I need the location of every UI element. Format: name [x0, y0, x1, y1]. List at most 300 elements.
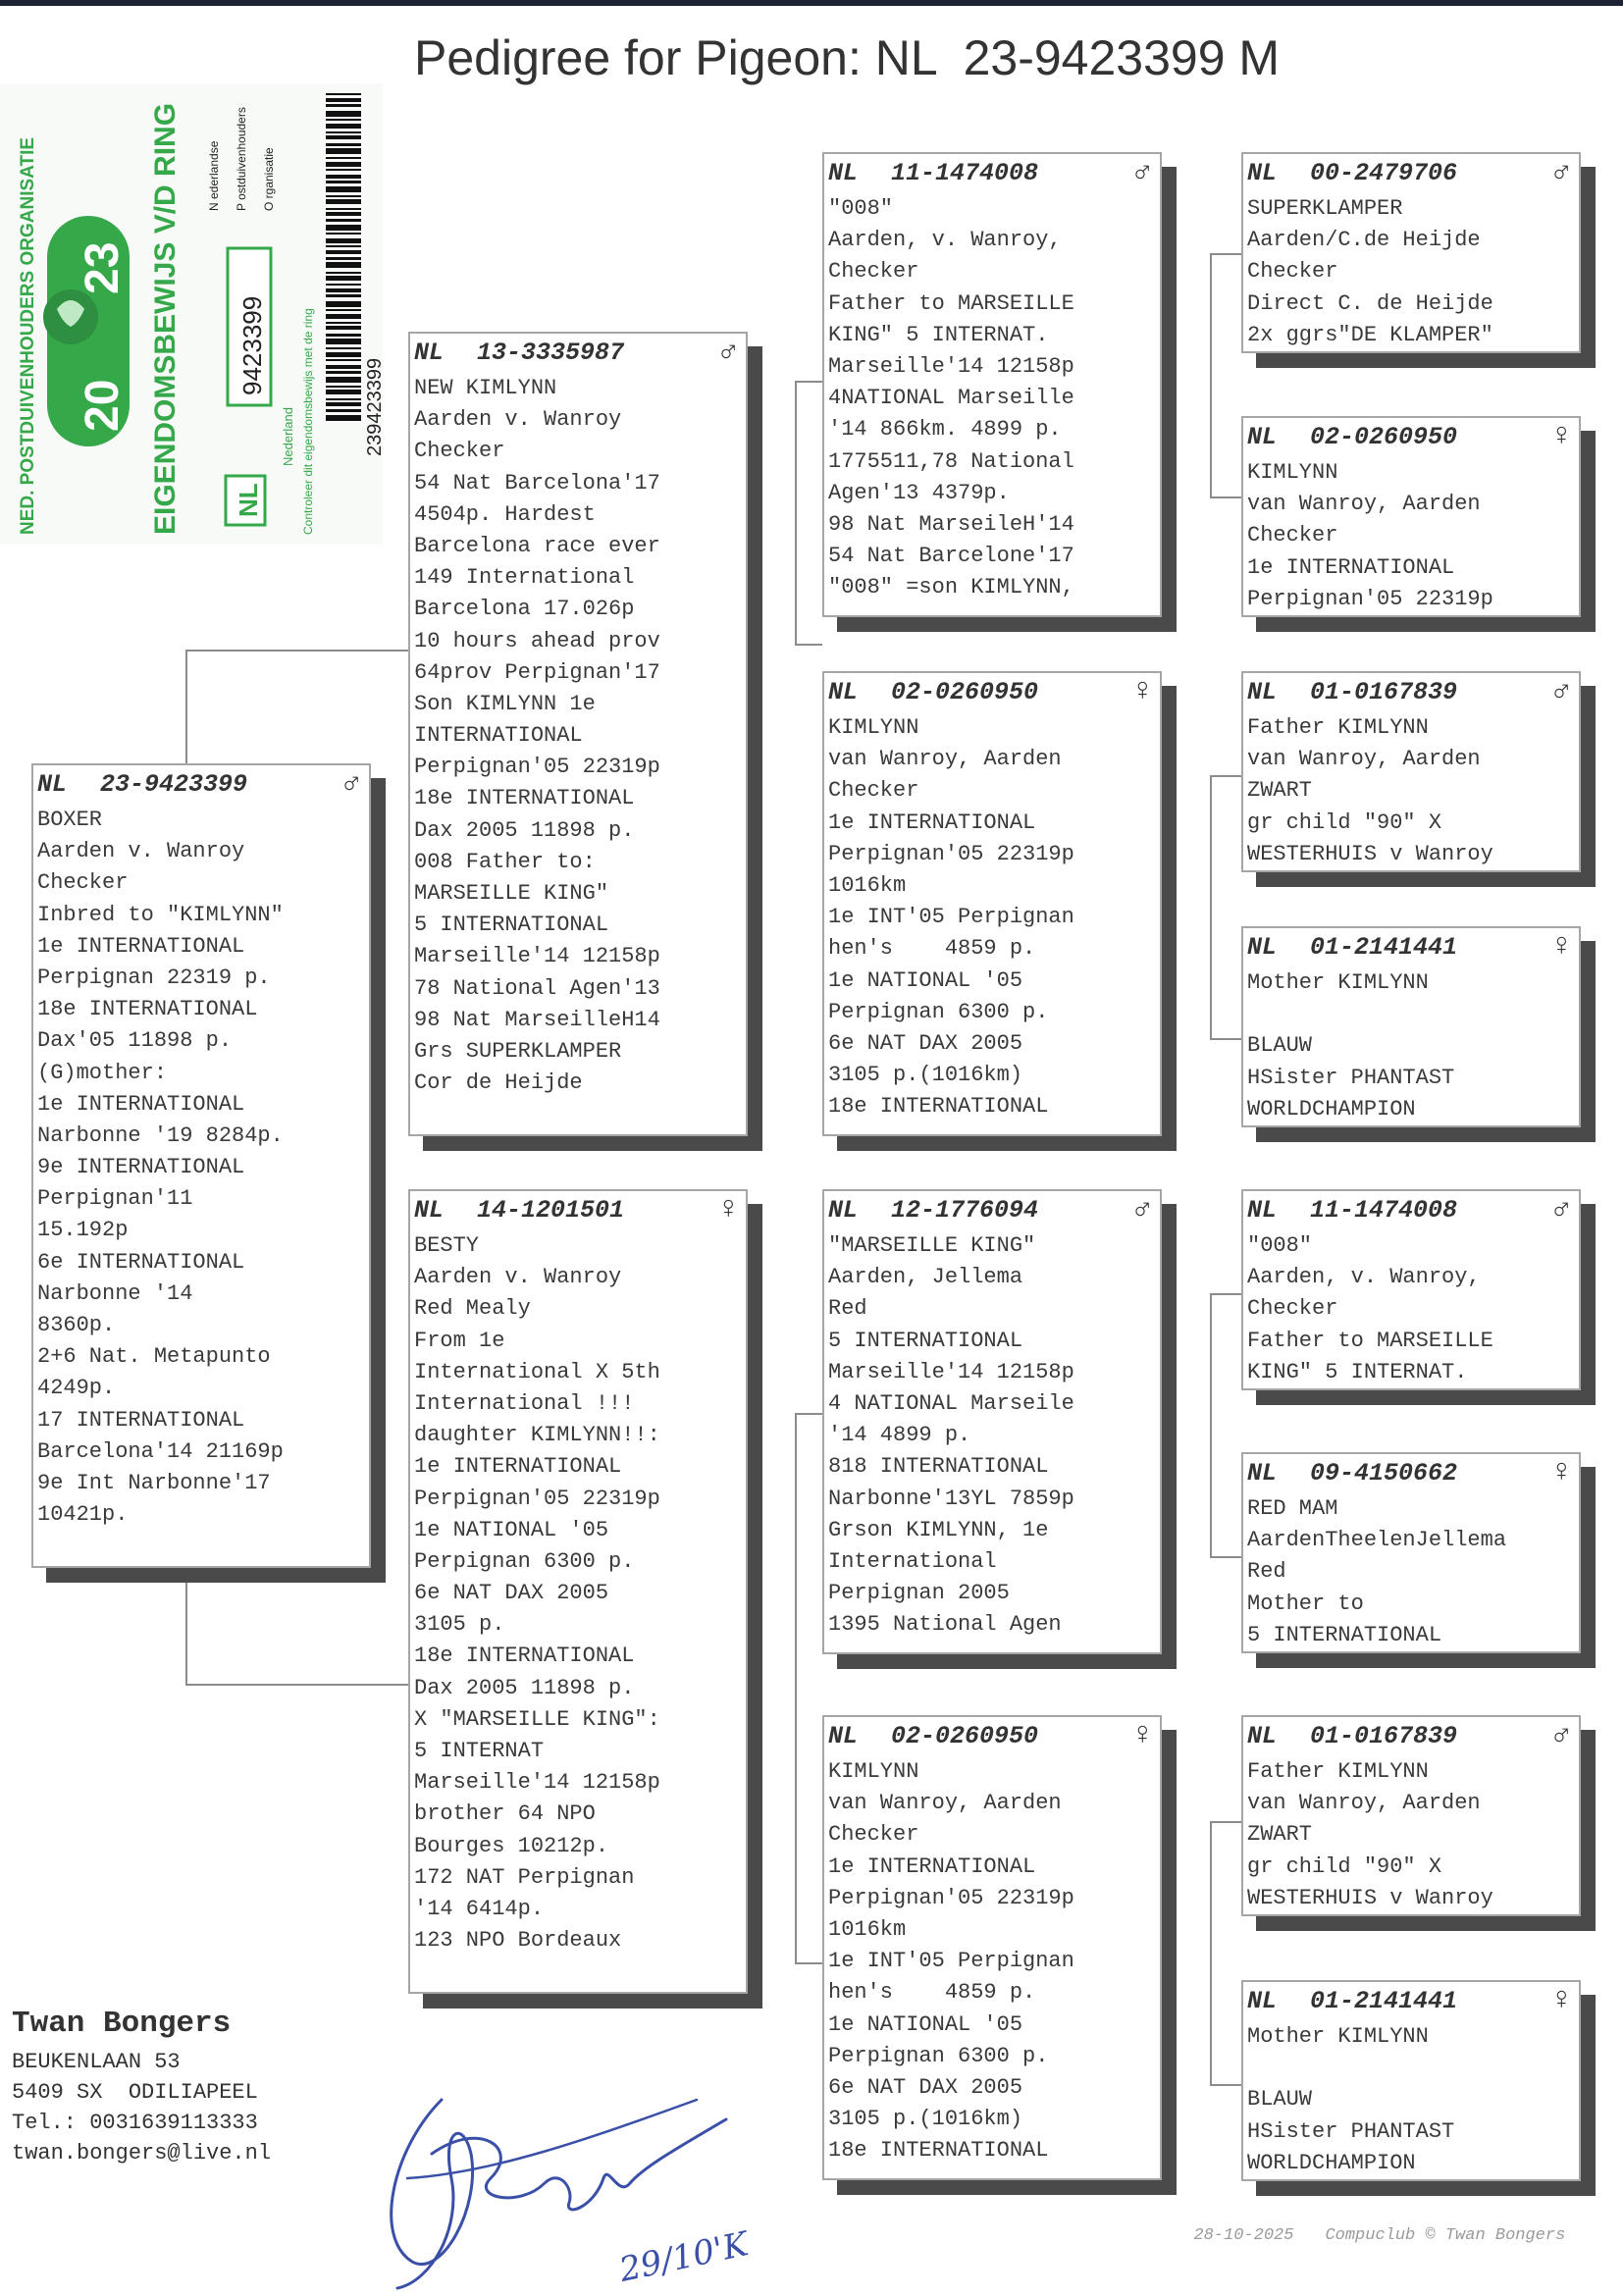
card-line: van Wanroy, Aarden	[1247, 747, 1481, 772]
ring-number: 01-2141441	[1310, 933, 1458, 962]
handwritten-signature	[373, 2061, 756, 2296]
pigeon-card-ff	[822, 152, 1162, 617]
male-symbol-icon: ♂	[718, 334, 738, 370]
card-line: "008"	[1247, 1233, 1313, 1258]
barcode-bar	[326, 124, 361, 129]
card-line: Checker	[828, 259, 919, 285]
owner-name: Twan Bongers	[12, 2007, 232, 2041]
country-code: NL	[1247, 1722, 1278, 1750]
connector	[185, 650, 187, 763]
card-line: Barcelona'14 21169p	[37, 1438, 284, 1464]
country-code: NL	[414, 1196, 445, 1225]
card-line: Aarden v. Wanroy	[414, 1265, 622, 1290]
card-line: BOXER	[37, 808, 103, 832]
card-line: Grson KIMLYNN, 1e	[828, 1517, 1049, 1542]
card-line: 1e NATIONAL '05	[828, 967, 1023, 993]
card-line: 4249p.	[37, 1376, 116, 1401]
card-line: Checker	[37, 870, 129, 896]
card-line: KIMLYNN	[828, 1759, 919, 1784]
card-line: Dax 2005 11898 p.	[414, 1675, 635, 1700]
card-line: Mother KIMLYNN	[1247, 970, 1429, 995]
card-body	[1241, 1715, 1581, 1916]
barcode-bar	[326, 157, 361, 159]
barcode-bar	[326, 238, 361, 243]
card-line: Perpignan 2005	[828, 1581, 1010, 1606]
card-line: 10421p.	[37, 1502, 129, 1528]
card-header	[1247, 1719, 1573, 1756]
card-line: 98 Nat MarseilleH14	[414, 1007, 660, 1032]
connector	[1210, 1293, 1212, 1556]
card-line: Red	[828, 1296, 867, 1322]
card-line: International	[828, 1548, 997, 1574]
card-line: Marseille'14 12158p	[414, 1770, 660, 1796]
card-line: Perpignan 6300 p.	[828, 2043, 1049, 2068]
owner-block	[12, 2002, 271, 2168]
barcode-bar	[326, 195, 361, 197]
country-code: NL	[1247, 1196, 1278, 1225]
card-line: ZWART	[1247, 778, 1313, 804]
card-line: 3105 p.(1016km)	[828, 1063, 1023, 1088]
card-line: Agen'13 4379p.	[828, 480, 1010, 505]
card-line: Perpignan 22319 p.	[37, 965, 271, 990]
certificate-ring-number: 9423399	[237, 295, 267, 395]
ring-number: 09-4150662	[1310, 1459, 1458, 1487]
connector	[795, 381, 797, 644]
card-line: Narbonne'13YL 7859p	[828, 1486, 1074, 1511]
ring-number: 01-0167839	[1310, 1722, 1458, 1750]
card-line: Father to MARSEILLE	[828, 290, 1074, 316]
card-line	[1247, 999, 1573, 1030]
connector	[795, 1413, 822, 1415]
certificate-org-letter-2: P ostduivenhouders	[235, 107, 248, 211]
barcode-bar	[326, 352, 361, 357]
barcode-bar	[326, 402, 361, 406]
male-symbol-icon: ♂	[341, 765, 361, 802]
ring-number: 14-1201501	[477, 1196, 625, 1225]
card-line: 6e INTERNATIONAL	[37, 1249, 245, 1275]
card-header	[1247, 1456, 1573, 1493]
pigeon-card-ffm	[1241, 416, 1581, 617]
pigeon-card-fmm	[1241, 926, 1581, 1127]
card-line: '14 6414p.	[414, 1896, 545, 1921]
barcode-bar	[326, 377, 361, 383]
card-line: Checker	[1247, 523, 1338, 548]
barcode-bar	[326, 143, 361, 146]
card-line: 149 International	[414, 565, 635, 591]
card-header	[414, 336, 740, 373]
card-line: 1e INTERNATIONAL	[414, 1454, 622, 1480]
card-header	[414, 1193, 740, 1230]
barcode-bar	[326, 111, 361, 117]
barcode-bar	[326, 309, 361, 311]
barcode-bar	[326, 104, 361, 107]
country-code: NL	[414, 339, 445, 367]
barcode-bar	[326, 208, 361, 210]
card-line: International X 5th	[414, 1359, 660, 1384]
connector	[1210, 1293, 1241, 1295]
card-line: "008"	[828, 196, 894, 221]
card-body	[822, 152, 1162, 617]
card-line: van Wanroy, Aarden	[828, 1791, 1062, 1816]
barcode-bar	[326, 262, 361, 268]
card-line: From 1e	[414, 1328, 505, 1353]
female-symbol-icon: ♀	[718, 1191, 738, 1227]
card-line: Father KIMLYNN	[1247, 715, 1429, 740]
barcode-bar	[326, 339, 361, 344]
country-code: NL	[1247, 159, 1278, 187]
barcode-bar	[326, 365, 361, 369]
card-line: 3105 p.	[414, 1612, 505, 1638]
card-line: 172 NAT Perpignan	[414, 1864, 635, 1890]
card-line: Red	[1247, 1559, 1286, 1585]
barcode-bar	[326, 162, 361, 167]
certificate-org-letter-1: N ederlandse	[207, 140, 221, 211]
card-line: Aarden, v. Wanroy,	[828, 228, 1062, 253]
male-symbol-icon: ♂	[1551, 673, 1571, 709]
card-line: AardenTheelenJellema	[1247, 1528, 1507, 1553]
card-body	[1241, 152, 1581, 353]
card-header	[1247, 1984, 1573, 2021]
pigeon-card-fm	[822, 671, 1162, 1136]
ring-number: 00-2479706	[1310, 159, 1458, 187]
certificate-country: NL	[234, 483, 263, 517]
connector	[1210, 775, 1241, 777]
card-line: Barcelona 17.026p	[414, 597, 635, 622]
certificate-country-name: Nederland	[281, 407, 295, 466]
card-line: Father to MARSEILLE	[1247, 1328, 1493, 1353]
ring-number: 02-0260950	[1310, 423, 1458, 451]
card-body	[31, 763, 371, 1568]
male-symbol-icon: ♂	[1551, 1717, 1571, 1753]
female-symbol-icon: ♀	[1551, 418, 1571, 454]
card-line: gr child "90" X	[1247, 1853, 1442, 1879]
card-body	[1241, 671, 1581, 872]
card-line: Checker	[1247, 1296, 1338, 1322]
barcode-bar	[326, 131, 361, 133]
barcode-bar	[326, 272, 361, 274]
owner-street: BEUKENLAAN 53	[12, 2050, 181, 2074]
card-line: Checker	[828, 1822, 919, 1848]
connector	[1210, 253, 1241, 255]
barcode-bar	[326, 334, 361, 337]
barcode-bar	[326, 186, 361, 192]
card-line: BESTY	[414, 1233, 480, 1258]
pigeon-card-mff	[1241, 1189, 1581, 1390]
card-line: 18e INTERNATIONAL	[414, 786, 635, 811]
card-line: WESTERHUIS v Wanroy	[1247, 841, 1493, 866]
barcode-bar	[326, 93, 361, 95]
certificate-barcode-number: 239423399	[364, 357, 386, 456]
card-header	[1247, 420, 1573, 457]
card-header	[828, 1719, 1154, 1756]
page-title: Pedigree for Pigeon: NL 23-9423399 M	[414, 30, 1281, 85]
male-symbol-icon: ♂	[1551, 1191, 1571, 1227]
card-line: WESTERHUIS v Wanroy	[1247, 1885, 1493, 1910]
card-line: ZWART	[1247, 1822, 1313, 1848]
card-line: 6e NAT DAX 2005	[828, 1030, 1023, 1056]
country-code: NL	[1247, 1987, 1278, 2015]
card-line: 1e INT'05 Perpignan	[828, 1949, 1074, 1974]
card-line: Marseille'14 12158p	[828, 1359, 1074, 1384]
card-line: "MARSEILLE KING"	[828, 1233, 1036, 1258]
card-header	[828, 156, 1154, 193]
barcode-bar	[326, 233, 361, 235]
card-line: 1e NATIONAL '05	[828, 2011, 1023, 2037]
connector	[1210, 1821, 1241, 1823]
card-line: RED MAM	[1247, 1496, 1338, 1521]
certificate-year-right: 23	[77, 241, 129, 294]
card-line: Cor de Heijde	[414, 1070, 583, 1096]
owner-phone: Tel.: 0031639113333	[12, 2111, 258, 2135]
card-line: KIMLYNN	[1247, 460, 1338, 485]
card-line: daughter KIMLYNN!!:	[414, 1423, 660, 1448]
card-body	[1241, 1452, 1581, 1653]
card-line: Dax 2005 11898 p.	[414, 817, 635, 843]
card-line: 4NATIONAL Marseille	[828, 386, 1074, 411]
card-line: 98 Nat MarseileH'14	[828, 511, 1074, 537]
country-code: NL	[1247, 933, 1278, 962]
card-line: Aarden, Jellema	[828, 1265, 1023, 1290]
card-line: hen's 4859 p.	[828, 936, 1036, 962]
connector	[1210, 496, 1241, 498]
footer	[1174, 2208, 1565, 2245]
connector	[795, 1962, 822, 1964]
card-line: 9e Int Narbonne'17	[37, 1470, 271, 1495]
female-symbol-icon: ♀	[1551, 1982, 1571, 2018]
pigeon-card-mmm	[1241, 1980, 1581, 2181]
card-line: 1e NATIONAL '05	[414, 1517, 609, 1542]
card-line: Perpignan'05 22319p	[1247, 586, 1493, 611]
certificate-org-letter-3: O rganisatie	[262, 147, 276, 211]
card-line: Grs SUPERKLAMPER	[414, 1038, 622, 1064]
barcode-bar	[326, 284, 361, 286]
card-line: 1e INTERNATIONAL	[1247, 554, 1455, 580]
ring-number: 02-0260950	[891, 678, 1039, 706]
card-line: Dax'05 11898 p.	[37, 1028, 233, 1054]
footer-credit: Compuclub © Twan Bongers	[1325, 2226, 1566, 2245]
card-line: KING" 5 INTERNAT.	[828, 322, 1049, 347]
barcode-bar	[326, 301, 361, 307]
card-line: van Wanroy, Aarden	[828, 747, 1062, 772]
barcode-bar	[326, 326, 361, 330]
barcode-bar	[326, 212, 361, 216]
card-line: Perpignan 6300 p.	[414, 1548, 635, 1574]
owner-email: twan.bongers@live.nl	[12, 2141, 272, 2166]
country-code: NL	[1247, 423, 1278, 451]
pigeon-card-fmf	[1241, 671, 1581, 872]
card-line: "008" =son KIMLYNN,	[828, 575, 1074, 600]
card-line: 1e INT'05 Perpignan	[828, 905, 1074, 930]
card-line: 2+6 Nat. Metapunto	[37, 1344, 271, 1370]
card-line: 5 INTERNATIONAL	[828, 1328, 1023, 1353]
ring-number: 02-0260950	[891, 1722, 1039, 1750]
card-line: 9e INTERNATIONAL	[37, 1155, 245, 1180]
card-header	[1247, 930, 1573, 967]
female-symbol-icon: ♀	[1551, 928, 1571, 965]
card-body	[822, 1715, 1162, 2180]
barcode-bar	[326, 322, 361, 324]
ring-certificate	[0, 83, 386, 545]
certificate-organisation: NED. POSTDUIVENHOUDERS ORGANISATIE	[18, 136, 38, 535]
connector	[1210, 1556, 1241, 1558]
card-line: KING" 5 INTERNAT.	[1247, 1359, 1468, 1384]
connector	[1210, 1821, 1212, 2084]
card-line: INTERNATIONAL	[414, 723, 583, 749]
card-line: 1016km	[828, 872, 907, 898]
female-symbol-icon: ♀	[1132, 673, 1152, 709]
country-code: NL	[1247, 678, 1278, 706]
ring-number: 23-9423399	[100, 770, 248, 799]
connector	[1210, 775, 1212, 1038]
footer-date: 28-10-2025	[1193, 2226, 1294, 2245]
pigeon-card-mf	[822, 1189, 1162, 1654]
card-header	[1247, 156, 1573, 193]
card-line: MARSEILLE KING"	[414, 881, 609, 906]
card-line: Direct C. de Heijde	[1247, 290, 1493, 316]
card-line: Aarden v. Wanroy	[414, 407, 622, 433]
connector	[795, 644, 822, 646]
barcode-bar	[326, 135, 361, 139]
barcode-bar	[326, 245, 361, 247]
card-line: 008 Father to:	[414, 849, 596, 874]
female-symbol-icon: ♀	[1551, 1454, 1571, 1490]
barcode-bar	[326, 250, 361, 254]
card-line: BLAUW	[1247, 2087, 1313, 2113]
country-code: NL	[828, 1722, 859, 1750]
connector	[1210, 253, 1212, 496]
country-code: NL	[1247, 1459, 1278, 1487]
card-line: 1775511,78 National	[828, 448, 1074, 474]
card-line: Mother to	[1247, 1591, 1364, 1616]
card-line: Checker	[414, 439, 505, 464]
card-line: KIMLYNN	[828, 715, 919, 740]
barcode-bar	[326, 288, 361, 292]
card-line	[1247, 2053, 1573, 2084]
card-line: Narbonne '14	[37, 1280, 193, 1306]
card-line: Aarden v. Wanroy	[37, 839, 245, 864]
barcode-bar	[326, 294, 361, 297]
connector	[1210, 1038, 1241, 1040]
card-line: Aarden, v. Wanroy,	[1247, 1265, 1481, 1290]
card-body	[1241, 1980, 1581, 2181]
card-body	[1241, 926, 1581, 1127]
pigeon-card-mfm	[1241, 1452, 1581, 1653]
pigeon-card-mm	[822, 1715, 1162, 2180]
barcode-bar	[326, 347, 361, 349]
card-line: 123 NPO Bordeaux	[414, 1928, 622, 1954]
barcode-bar	[326, 371, 361, 374]
female-symbol-icon: ♀	[1132, 1717, 1152, 1753]
card-line: 1e INTERNATIONAL	[37, 933, 245, 959]
barcode-bar	[326, 175, 361, 179]
card-line: Perpignan'05 22319p	[414, 755, 660, 780]
card-line: van Wanroy, Aarden	[1247, 1791, 1481, 1816]
card-line: SUPERKLAMPER	[1247, 196, 1403, 221]
connector	[1210, 2084, 1241, 2086]
card-line: 18e INTERNATIONAL	[414, 1644, 635, 1669]
ring-number: 11-1474008	[891, 159, 1039, 187]
barcode-bar	[326, 386, 361, 388]
barcode-bar	[326, 219, 361, 222]
card-header	[828, 675, 1154, 712]
card-line: 15.192p	[37, 1218, 129, 1243]
card-line: brother 64 NPO	[414, 1801, 596, 1827]
card-line: 10 hours ahead prov	[414, 628, 660, 653]
card-line: Narbonne '19 8284p.	[37, 1122, 284, 1148]
top-bar	[0, 0, 1623, 6]
card-line: van Wanroy, Aarden	[1247, 492, 1481, 517]
card-line: 1e INTERNATIONAL	[37, 1091, 245, 1117]
card-line: WORLDCHAMPION	[1247, 1096, 1416, 1122]
card-line: Mother KIMLYNN	[1247, 2024, 1429, 2049]
card-header	[1247, 675, 1573, 712]
card-line: Father KIMLYNN	[1247, 1759, 1429, 1784]
country-code: NL	[828, 1196, 859, 1225]
male-symbol-icon: ♂	[1132, 154, 1152, 190]
card-line: Perpignan'05 22319p	[828, 841, 1074, 866]
card-line: Checker	[1247, 259, 1338, 285]
card-line: Aarden/C.de Heijde	[1247, 228, 1481, 253]
card-line: Red Mealy	[414, 1296, 531, 1322]
pigeon-card-mother	[408, 1189, 748, 1994]
ring-number: 11-1474008	[1310, 1196, 1458, 1225]
pigeon-card-mmf	[1241, 1715, 1581, 1916]
pigeon-card-fff	[1241, 152, 1581, 353]
card-line: gr child "90" X	[1247, 809, 1442, 835]
card-line: (G)mother:	[37, 1060, 168, 1085]
certificate-year-left: 20	[77, 379, 129, 432]
card-line: 18e INTERNATIONAL	[37, 997, 258, 1022]
card-line: 4 NATIONAL Marseile	[828, 1390, 1074, 1416]
connector	[185, 1568, 187, 1684]
card-line: 5 INTERNATIONAL	[1247, 1622, 1442, 1647]
card-body	[408, 1189, 748, 1994]
connector	[795, 381, 822, 383]
card-line: Perpignan'11	[37, 1186, 193, 1212]
ring-number: 01-0167839	[1310, 678, 1458, 706]
barcode-bar	[326, 225, 361, 231]
card-body	[408, 332, 748, 1136]
card-line: 6e NAT DAX 2005	[414, 1581, 609, 1606]
card-line: 54 Nat Barcelone'17	[828, 544, 1074, 569]
barcode-bar	[326, 119, 361, 121]
card-line: 64prov Perpignan'17	[414, 659, 660, 685]
card-line: 1e INTERNATIONAL	[828, 809, 1036, 835]
country-code: NL	[828, 159, 859, 187]
signature-date-note: 29/10'K	[615, 2224, 752, 2290]
card-line: 18e INTERNATIONAL	[828, 2138, 1049, 2164]
barcode-bar	[326, 314, 361, 319]
barcode-bar	[326, 148, 361, 154]
barcode-bar	[326, 199, 361, 204]
card-line: 54 Nat Barcelona'17	[414, 470, 660, 496]
certificate-note: Controleer dit eigendomsbewijs met de ring	[301, 308, 315, 535]
card-line: 3105 p.(1016km)	[828, 2107, 1023, 2132]
card-line: Perpignan'05 22319p	[828, 1885, 1074, 1910]
connector	[185, 650, 408, 652]
card-line: 17 INTERNATIONAL	[37, 1407, 245, 1433]
card-line: Son KIMLYNN 1e	[414, 691, 596, 716]
pigeon-card-father	[408, 332, 748, 1136]
barcode-bar	[326, 415, 361, 421]
ring-number: 12-1776094	[891, 1196, 1039, 1225]
ring-number: 13-3335987	[477, 339, 625, 367]
card-line: Perpignan 6300 p.	[828, 999, 1049, 1024]
card-line: '14 866km. 4899 p.	[828, 417, 1062, 443]
card-line: NEW KIMLYNN	[414, 376, 557, 400]
card-line: 818 INTERNATIONAL	[828, 1454, 1049, 1480]
card-line: '14 4899 p.	[828, 1423, 971, 1448]
